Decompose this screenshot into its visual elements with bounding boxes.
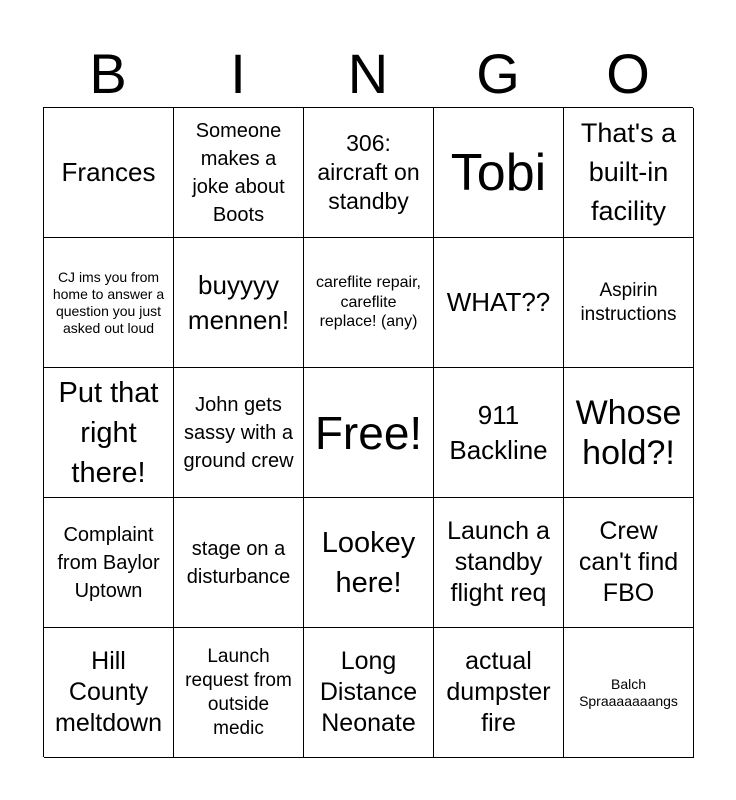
cell-text: careflite repair, careflite replace! (any) bbox=[316, 274, 421, 331]
header-letter-o: O bbox=[606, 42, 650, 105]
cell-text: That's a built-in facility bbox=[580, 118, 677, 226]
bingo-cell[interactable] bbox=[564, 238, 694, 368]
cell-text: Launch request from outside medic bbox=[185, 645, 292, 739]
bingo-cell[interactable] bbox=[44, 498, 174, 628]
bingo-cell[interactable] bbox=[174, 498, 304, 628]
cell-text: Aspirin instructions bbox=[580, 279, 677, 325]
cell-text: Someone makes a joke about Boots bbox=[192, 119, 285, 226]
cell-text: Launch a standby flight req bbox=[447, 517, 550, 607]
cell-text: WHAT?? bbox=[446, 287, 551, 317]
bingo-cell[interactable] bbox=[564, 628, 694, 758]
bingo-cell[interactable] bbox=[304, 498, 434, 628]
bingo-card-grid bbox=[43, 107, 693, 757]
cell-text: 911 Backline bbox=[449, 399, 548, 465]
cell-text: Balch Spraaaaaaangs bbox=[579, 675, 678, 709]
bingo-cell[interactable] bbox=[434, 628, 564, 758]
cell-text: Free! bbox=[314, 406, 423, 459]
bingo-cell[interactable] bbox=[434, 368, 564, 498]
bingo-cell[interactable] bbox=[434, 108, 564, 238]
cell-text: Crew can't find FBO bbox=[578, 517, 679, 607]
bingo-cell[interactable] bbox=[304, 108, 434, 238]
bingo-cell[interactable] bbox=[44, 368, 174, 498]
bingo-cell[interactable] bbox=[304, 238, 434, 368]
header-letter-g: G bbox=[476, 42, 520, 105]
cell-text: Put that right there! bbox=[58, 376, 159, 489]
cell-text: Complaint from Baylor Uptown bbox=[57, 523, 160, 602]
cell-text: Whose hold?! bbox=[575, 393, 682, 472]
cell-text: stage on a disturbance bbox=[186, 537, 291, 588]
cell-text: CJ ims you from home to answer a question you just asked out loud bbox=[52, 268, 165, 336]
header-letter-i: I bbox=[230, 42, 246, 105]
bingo-cell[interactable] bbox=[434, 238, 564, 368]
bingo-cell[interactable] bbox=[564, 368, 694, 498]
bingo-cell[interactable] bbox=[44, 628, 174, 758]
bingo-header bbox=[43, 42, 693, 106]
cell-text: Tobi bbox=[450, 143, 547, 202]
bingo-cell[interactable] bbox=[434, 498, 564, 628]
bingo-cell[interactable] bbox=[44, 238, 174, 368]
header-letter-n: N bbox=[347, 42, 389, 105]
bingo-cell[interactable] bbox=[564, 108, 694, 238]
cell-text: Hill County meltdown bbox=[55, 647, 162, 737]
header-letter-b: B bbox=[89, 42, 127, 105]
cell-text: Lookey here! bbox=[321, 526, 416, 599]
bingo-cell[interactable] bbox=[174, 368, 304, 498]
bingo-cell[interactable] bbox=[564, 498, 694, 628]
cell-text: buyyyy mennen! bbox=[187, 269, 290, 335]
bingo-cell[interactable] bbox=[44, 108, 174, 238]
cell-text: Frances bbox=[61, 157, 156, 187]
bingo-cell[interactable] bbox=[174, 108, 304, 238]
bingo-cell[interactable] bbox=[304, 628, 434, 758]
bingo-cell[interactable] bbox=[174, 628, 304, 758]
cell-text: actual dumpster fire bbox=[446, 647, 551, 737]
bingo-cell[interactable] bbox=[304, 368, 434, 498]
bingo-cell[interactable] bbox=[174, 238, 304, 368]
cell-text: 306: aircraft on standby bbox=[317, 130, 420, 214]
cell-text: John gets sassy with a ground crew bbox=[183, 393, 294, 472]
cell-text: Long Distance Neonate bbox=[319, 647, 418, 737]
